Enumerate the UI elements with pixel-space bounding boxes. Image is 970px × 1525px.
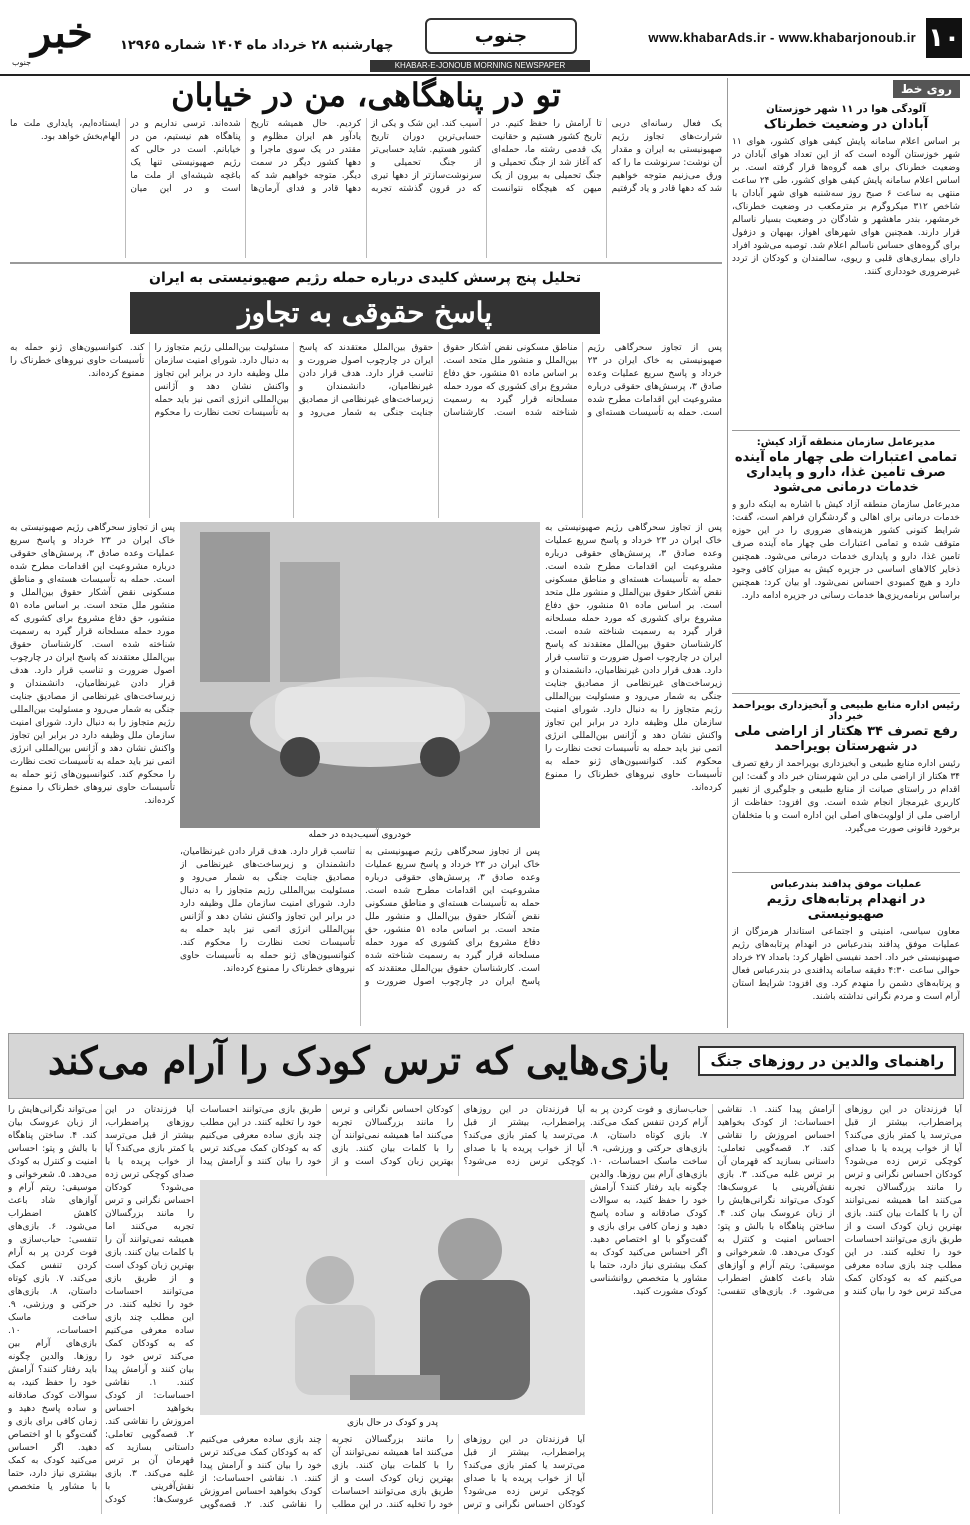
analysis-body-bottom: پس از تجاوز سحرگاهی رژیم صهیونیستی به خاک ایران در ۲۳ خرداد و پاسخ سریع عملیات وعده صادق ۳، پرسش‌های حقوقی درباره مشروعیت این اقدامات مطرح شده است. حمله به تأسیسات هسته‌ای و مناطق مسکونی نقض آشکار حقوق بین‌الملل و منشور ملل متحد است. بر اساس ماده ۵۱ منشور، حق دفاع مشروع برای کشوری که مورد حمله مسلحانه قرار گیرد به رسمیت شناخته شده است. کارشناسان حقوق بین‌الملل معتقدند که پاسخ ایران در چارچوب اصول ضرورت و تناسب قرار دارد. هدف قرار دادن غیرنظامیان، دانشمندان و زیرساخت‌های غیرنظامی از مصادیق جنایت جنگی به شمار می‌رود و مسئولیت بین‌المللی رژیم متجاوز را به دنبال دارد. شورای امنیت سازمان ملل وظیفه دارد در برابر این تجاوز واکنش نشان دهد و آژانس بین‌المللی انرژی اتمی نیز باید حمله به تأسیسات تحت نظارت را محکوم کند. کنوانسیون‌های ژنو حمله به تأسیسات حاوی نیروهای خطرناک را ممنوع کرده‌اند.	[180, 847, 540, 987]
sidebar-news-headline: تمامی اعتبارات طی چهار ماه آینده صرف تامین غذا، دارو و پایداری خدمات درمانی می‌شود	[734, 450, 958, 495]
analysis-body-left: پس از تجاوز سحرگاهی رژیم صهیونیستی به خاک ایران در ۲۳ خرداد و پاسخ سریع عملیات وعده صادق ۳، پرسش‌های حقوقی درباره مشروعیت این اقدامات مطرح شده است. حمله به تأسیسات هسته‌ای و مناطق مسکونی نقض آشکار حقوق بین‌الملل و منشور ملل متحد است. بر اساس ماده ۵۱ منشور، حق دفاع مشروع برای کشوری که مورد حمله مسلحانه قرار گیرد به رسمیت شناخته شده است. کارشناسان حقوق بین‌الملل معتقدند که پاسخ ایران در چارچوب اصول ضرورت و تناسب قرار دارد. هدف قرار دادن غیرنظامیان، دانشمندان و زیرساخت‌های غیرنظامی از مصادیق جنایت جنگی به شمار می‌رود و مسئولیت بین‌المللی رژیم متجاوز را به دنبال دارد. شورای امنیت سازمان ملل وظیفه دارد در برابر این تجاوز واکنش نشان دهد و آژانس بین‌المللی انرژی اتمی نیز باید حمله به تأسیسات تحت نظارت را محکوم کند. کنوانسیون‌های ژنو حمله به تأسیسات حاوی نیروهای خطرناک را ممنوع کرده‌اند.	[10, 523, 175, 806]
sidebar-news-body: مدیرعامل سازمان منطقه آزاد کیش با اشاره به اینکه دارو و خدمات درمانی برای اهالی و گردشگران فراهم است، گفت: شرایط کنونی کشور هزینه‌های ضروری را در این حوزه متوقف شده و تمامی اعتبارات طی چهار ماه آینده صرف تامین غذا، دارو و پایداری خدمات درمانی می‌شود. همچنین ذخایر کالاهای اساسی در جزیره کیش به میزان کافی وجود دارد و هیچ کمبودی احساس نمی‌شود. او بیان کرد: همچنین براساس برنامه‌ریزی‌ها خدمات رسانی در جزیره ادامه دارد.	[732, 500, 960, 601]
war-photo-caption: خودروی آسیب‌دیده در حمله	[308, 830, 412, 840]
english-strip: KHABAR-E-JONOUB MORNING NEWSPAPER	[370, 60, 590, 72]
sidebar-news-kicker: آلودگی هوا در ۱۱ شهر خوزستان	[766, 104, 926, 115]
divider	[732, 693, 960, 694]
sidebar-news-kicker: رئیس اداره منابع طبیعی و آبخیزداری بویراحمد خبر داد	[732, 700, 960, 722]
section-label: جنوب	[425, 18, 577, 54]
sidebar-divider	[727, 78, 728, 1028]
divider	[732, 430, 960, 431]
analysis-body-top: پس از تجاوز سحرگاهی رژیم صهیونیستی به خاک ایران در ۲۳ خرداد و پاسخ سریع عملیات وعده صادق ۳، پرسش‌های حقوقی درباره مشروعیت این اقدامات مطرح شده است. حمله به تأسیسات هسته‌ای و مناطق مسکونی نقض آشکار حقوق بین‌الملل و منشور ملل متحد است. بر اساس ماده ۵۱ منشور، حق دفاع مشروع برای کشوری که مورد حمله مسلحانه قرار گیرد به رسمیت شناخته شده است. کارشناسان حقوق بین‌الملل معتقدند که پاسخ ایران در چارچوب اصول ضرورت و تناسب قرار دارد. هدف قرار دادن غیرنظامیان، دانشمندان و زیرساخت‌های غیرنظامی از مصادیق جنایت جنگی به شمار می‌رود و مسئولیت بین‌المللی رژیم متجاوز را به دنبال دارد. شورای امنیت سازمان ملل وظیفه دارد در برابر این تجاوز واکنش نشان دهد و آژانس بین‌المللی انرژی اتمی نیز باید حمله به تأسیسات تحت نظارت را محکوم کند. کنوانسیون‌های ژنو حمله به تأسیسات حاوی نیروهای خطرناک را ممنوع کرده‌اند.	[10, 343, 722, 418]
newspaper-logo-sub: جنوب	[12, 58, 32, 67]
divider	[732, 872, 960, 873]
analysis-kicker: تحلیل پنج پرسش کلیدی درباره حمله رژیم صهیونیستی به ایران	[149, 270, 581, 286]
sidebar-news-body: معاون سیاسی، امنیتی و اجتماعی استاندار هرمزگان از عملیات موفق پدافند بندرعباس در انهدام پرتابه‌های رژیم صهیونیستی خبر داد. احمد نفیسی اظهار کرد: بامداد ۲۷ خرداد حوالی ساعت ۴:۳۰ دقیقه سامانه پدافندی در بندرعباس فعال و پرتابه‌های دشمن را منهدم کرد. وی افزود: شرایط استان آرام است و مردم نگرانی نداشته باشند.	[732, 927, 960, 1002]
website-urls[interactable]: www.khabarAds.ir - www.khabarjonoub.ir	[648, 30, 916, 45]
games-article-middle-bottom: آیا فرزندتان در این روزهای پراضطراب، بیشتر از قبل می‌ترسد یا کمتر بازی می‌کند؟ آیا از خواب پریده یا با صدای کوچکی ترس زده می‌شود؟ کودکان احساس نگرانی و ترس را مانند بزرگسالان تجربه می‌کنند اما همیشه نمی‌توانند آن را با کلمات بیان کنند. بازی بهترین زبان کودک است و از طریق بازی می‌توانند احساسات خود را تخلیه کنند. در این مطلب چند بازی ساده معرفی می‌کنیم که به کودکان کمک می‌کند ترس خود را بیان کنند و آرامش پیدا کنند. ۱. نقاشی احساسات: از کودک بخواهید احساس امروزش را نقاشی کند. ۲. قصه‌گویی	[200, 1435, 585, 1510]
sidebar	[732, 78, 960, 1078]
divider	[10, 262, 722, 264]
sidebar-news-body: رئیس اداره منابع طبیعی و آبخیزداری بویراحمد از رفع تصرف ۳۴ هکتار از اراضی ملی در این شهرستان خبر داد و گفت: این اقدام در راستای صیانت از منابع طبیعی و جلوگیری از تغییر کاربری غیرمجاز انجام شده است. وی افزود: حفاظت از اراضی ملی از اولویت‌های اصلی این اداره است و با متخلفان برخورد قانونی صورت می‌گیرد.	[732, 759, 960, 834]
analysis-body-right: پس از تجاوز سحرگاهی رژیم صهیونیستی به خاک ایران در ۲۳ خرداد و پاسخ سریع عملیات وعده صادق ۳، پرسش‌های حقوقی درباره مشروعیت این اقدامات مطرح شده است. حمله به تأسیسات هسته‌ای و مناطق مسکونی نقض آشکار حقوق بین‌الملل و منشور ملل متحد است. بر اساس ماده ۵۱ منشور، حق دفاع مشروع برای کشوری که مورد حمله مسلحانه قرار گیرد به رسمیت شناخته شده است. کارشناسان حقوق بین‌الملل معتقدند که پاسخ ایران در چارچوب اصول ضرورت و تناسب قرار دارد. هدف قرار دادن غیرنظامیان، دانشمندان و زیرساخت‌های غیرنظامی از مصادیق جنایت جنگی به شمار می‌رود و مسئولیت بین‌المللی رژیم متجاوز را به دنبال دارد. شورای امنیت سازمان ملل وظیفه دارد در برابر این تجاوز واکنش نشان دهد و آژانس بین‌المللی انرژی اتمی نیز باید حمله به تأسیسات تحت نظارت را محکوم کند. کنوانسیون‌های ژنو حمله به تأسیسات حاوی نیروهای خطرناک را ممنوع کرده‌اند.	[545, 523, 722, 793]
newspaper-logo: خبر	[31, 8, 93, 57]
games-banner-headline: بازی‌هایی که ترس کودک را آرام می‌کند	[48, 1038, 670, 1083]
page-number: ۱۰	[926, 18, 962, 58]
war-photo-graphic	[180, 522, 540, 828]
sidebar-news-kicker: مدیرعامل سازمان منطقه آزاد کیش:	[756, 437, 936, 448]
family-photo-caption: پدر و کودک در حال بازی	[346, 1418, 439, 1428]
sidebar-news-kicker: عملیات موفق پدافند بندرعباس	[770, 879, 922, 890]
sidebar-news-body: بر اساس اعلام سامانه پایش کیفی هوای کشور، هوای ۱۱ شهر خوزستان آلوده است که از این تعداد هوای آبادان در وضعیت خطرناک برای همه گروه‌ها قرار گرفته است. بر اساس اعلام سامانه پایش کیفی هوای کشور، طی ۲۴ ساعت منتهی به ساعت ۶ صبح روز سه‌شنبه هوای شهر آبادان با شاخص ۳۱۲ میکروگرم بر مترمکعب در وضعیت خطرناک، خرمشهر، بندر ماهشهر و شادگان در وضعیت بسیار ناسالم قرار دارند. همچنین هوای شهرهای اهواز، بهبهان و دزفول برای گروه‌های حساس ناسالم اعلام شد. توصیه می‌شود افراد دارای بیماری‌های قلبی و ریوی، سالمندان و کودکان از تردد غیرضروری خودداری کنند.	[732, 137, 960, 277]
games-article-right: آیا فرزندتان در این روزهای پراضطراب، بیشتر از قبل می‌ترسد یا کمتر بازی می‌کند؟ آیا از خواب پریده یا با صدای کوچکی ترس زده می‌شود؟ کودکان احساس نگرانی و ترس را مانند بزرگسالان تجربه می‌کنند اما همیشه نمی‌توانند آن را با کلمات بیان کنند. بازی بهترین زبان کودک است و از طریق بازی می‌توانند احساسات خود را تخلیه کنند. در این مطلب چند بازی ساده معرفی می‌کنیم که به کودکان کمک می‌کند ترس خود را بیان کنند و آرامش پیدا کنند. ۱. نقاشی احساسات: از کودک بخواهید احساس امروزش را نقاشی کند. ۲. قصه‌گویی تعاملی: داستانی بسازید که قهرمان آن بر ترس غلبه می‌کند. ۳. بازی نقش‌آفرینی با عروسک‌ها: کودک می‌تواند نگرانی‌هایش را از زبان عروسک بیان کند. ۴. ساختن پناهگاه با بالش و پتو: احساس امنیت و کنترل به کودک می‌دهد. ۵. شعرخوانی و موسیقی: ریتم آرام و آوازهای شاد باعث کاهش اضطراب می‌شود. ۶. بازی‌های تنفسی: حباب‌سازی و فوت کردن پر به آرام کردن تنفس کمک می‌کند. ۷. بازی کوتاه داستان، ۸. بازی‌های حرکتی و ورزشی، ۹. ساخت ماسک احساسات، ۱۰. بازی‌های آرام بین روزها. والدین چگونه باید رفتار کنند؟ آرامش خود را حفظ کنید، به سوالات کودک صادقانه و ساده پاسخ دهید و زمان کافی برای بازی و گفت‌وگو با او اختصاص دهید. اگر احساس می‌کنید کودک به کمک بیشتری نیاز دارد، حتما با مشاور یا متخصص روانشناسی کودک مشورت کنید.	[590, 1105, 962, 1297]
analysis-headline: پاسخ حقوقی به تجاوز	[130, 292, 600, 334]
family-photo	[200, 1180, 585, 1415]
war-photo	[180, 522, 540, 828]
dateline: چهارشنبه ۲۸ خرداد ماه ۱۴۰۴ شماره ۱۲۹۶۵	[120, 38, 394, 53]
sidebar-tag: روی خط	[893, 80, 960, 98]
top-article-headline: تو در پناهگاهی، من در خیابان	[171, 76, 561, 114]
sidebar-news-headline: رفع تصرف ۳۴ هکتار از اراضی ملی در شهرستان بویراحمد	[734, 724, 958, 754]
family-photo-graphic	[200, 1180, 585, 1415]
sidebar-news-headline: در انهدام پرتابه‌های رژیم صهیونیستی	[766, 892, 926, 922]
games-article-middle-top: آیا فرزندتان در این روزهای پراضطراب، بیشتر از قبل می‌ترسد یا کمتر بازی می‌کند؟ آیا از خواب پریده یا با صدای کوچکی ترس زده می‌شود؟ کودکان احساس نگرانی و ترس را مانند بزرگسالان تجربه می‌کنند اما همیشه نمی‌توانند آن را با کلمات بیان کنند. بازی بهترین زبان کودک است و از طریق بازی می‌توانند احساسات خود را تخلیه کنند. در این مطلب چند بازی ساده معرفی می‌کنیم که به کودکان کمک می‌کند ترس خود را بیان کنند و آرامش پیدا	[200, 1105, 585, 1167]
sidebar-news-headline: آبادان در وضعیت خطرناک	[763, 117, 929, 132]
top-article-body: یک فعال رسانه‌ای دربی شرارت‌های تجاوز رژیم صهیونیستی به ایران و مقدار آن نوشت: سرنوشت ما را که ورق می‌زنیم متوجه خواهیم شد که دهها قادر و یاد گرفتیم تا آرامش را حفظ کنیم. در تاریخ کشور هستیم و حقانیت یک قدمی رشته ما، حمله‌ای که آغاز شد از جنگ تحمیلی و جنگ تحمیلی به بیرون از یک میهن که هیچگاه نتوانست آسیب کند. این شک و یکی از حسابی‌ترین دوران تاریخ کشور هستیم. شاید حسابی‌تر از جنگ تحمیلی و سرنوشت‌سازتر از دهها تیری که در قرون گذشته تجربه کردیم. حال همیشه تاریخ یادآور هم ایران مظلوم و مقتدر در یک سوی ماجرا و دهها کشور دیگر در سمت دیگر. متوجه خواهیم شد که دهها قادر و فدای آرمان‌ها شده‌اند. ترسی نداریم و در پناهگاه هم نیستیم، من در خیابانم. است در حالی که رژیم صهیونیستی تنها یک باغچه شیشه‌ای از ملت ما است و در این میان ایستاده‌ایم، پایداری ملت ما الهام‌بخش خواهد بود.	[10, 119, 722, 194]
games-article-left: آیا فرزندتان در این روزهای پراضطراب، بیشتر از قبل می‌ترسد یا کمتر بازی می‌کند؟ آیا از خواب پریده یا با صدای کوچکی ترس زده می‌شود؟ کودکان احساس نگرانی و ترس را مانند بزرگسالان تجربه می‌کنند اما همیشه نمی‌توانند آن را با کلمات بیان کنند. بازی بهترین زبان کودک است و از طریق بازی می‌توانند احساسات خود را تخلیه کنند. در این مطلب چند بازی ساده معرفی می‌کنیم که به کودکان کمک می‌کند ترس خود را بیان کنند و آرامش پیدا کنند. ۱. نقاشی احساسات: از کودک بخواهید احساس امروزش را نقاشی کند. ۲. قصه‌گویی تعاملی: داستانی بسازید که قهرمان آن بر ترس غلبه می‌کند. ۳. بازی نقش‌آفرینی با عروسک‌ها: کودک می‌تواند نگرانی‌هایش را از زبان عروسک بیان کند. ۴. ساختن پناهگاه با بالش و پتو: احساس امنیت و کنترل به کودک می‌دهد. ۵. شعرخوانی و موسیقی: ریتم آرام و آوازهای شاد باعث کاهش اضطراب می‌شود. ۶. بازی‌های تنفسی: حباب‌سازی و فوت کردن پر به آرام کردن تنفس کمک می‌کند. ۷. بازی کوتاه داستان، ۸. بازی‌های حرکتی و ورزشی، ۹. ساخت ماسک احساسات، ۱۰. بازی‌های آرام بین روزها. والدین چگونه باید رفتار کنند؟ آرامش خود را حفظ کنید، به سوالات کودک صادقانه و ساده پاسخ دهید و زمان کافی برای بازی و گفت‌وگو با او اختصاص دهید. اگر احساس می‌کنید کودک به کمک بیشتری نیاز دارد، حتما با مشاور یا متخصص	[8, 1105, 194, 1505]
games-banner-sub: راهنمای والدین در روزهای جنگ	[698, 1046, 956, 1076]
